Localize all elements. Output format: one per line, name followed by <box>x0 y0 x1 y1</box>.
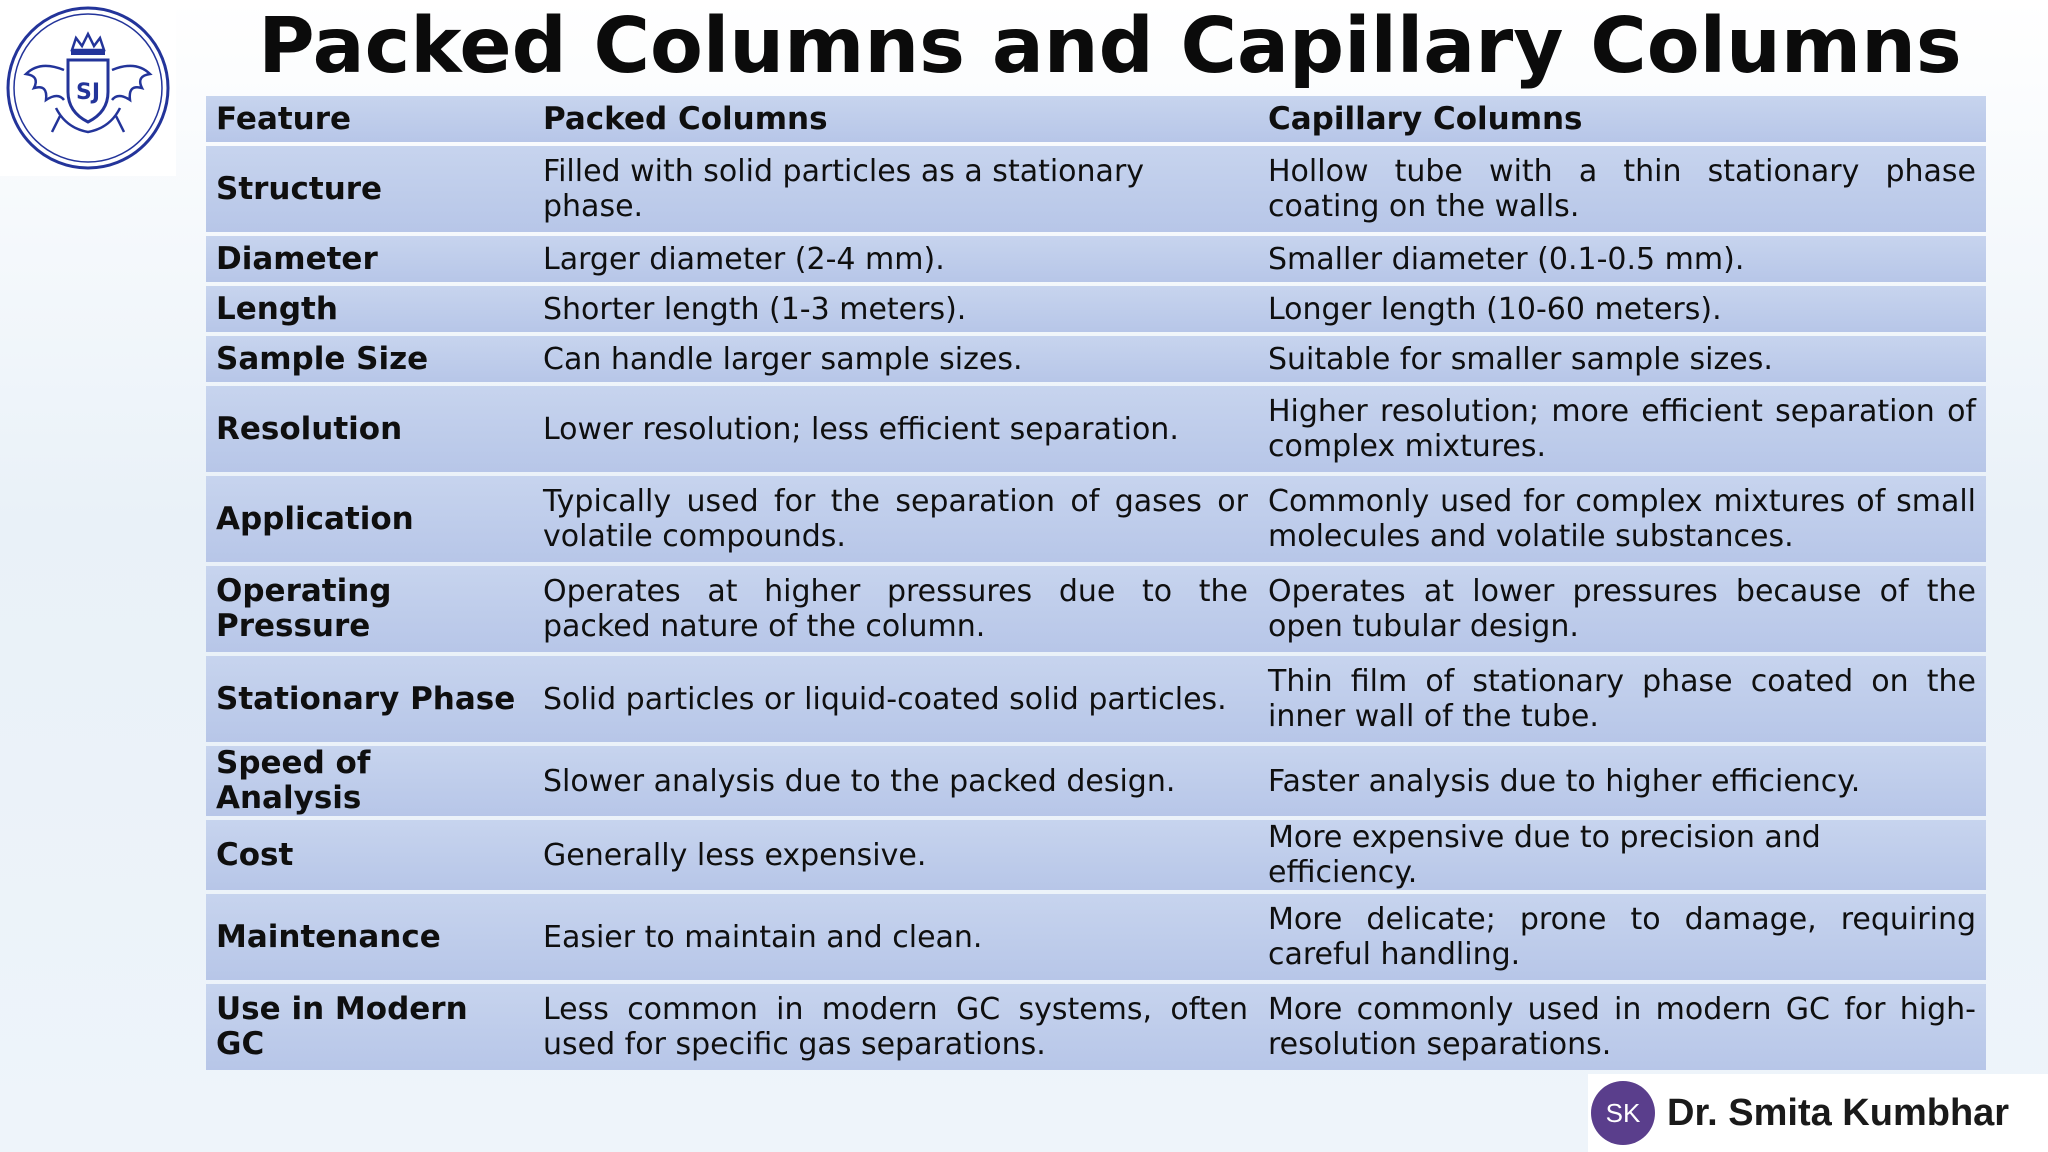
cell-capillary: Higher resolution; more efficient separation of complex mixtures. <box>1258 386 1986 472</box>
table-row <box>206 656 1986 742</box>
cell-feature: Sample Size <box>206 336 533 382</box>
cell-packed: Larger diameter (2-4 mm). <box>533 236 1258 282</box>
table-header-row <box>206 96 1986 142</box>
cell-capillary: Suitable for smaller sample sizes. <box>1258 336 1986 382</box>
page-title: Packed Columns and Capillary Columns <box>258 2 1962 91</box>
cell-capillary: More commonly used in modern GC for high-resolution separations. <box>1258 984 1986 1070</box>
table-row <box>206 336 1986 382</box>
cell-feature: Use in Modern GC <box>206 984 533 1070</box>
cell-packed: Generally less expensive. <box>533 820 1258 890</box>
header-packed: Packed Columns <box>533 96 1258 142</box>
table-row <box>206 746 1986 816</box>
cell-capillary: More expensive due to precision and efficiency. <box>1258 820 1986 890</box>
table-row <box>206 820 1986 890</box>
cell-packed: Less common in modern GC systems, often used for specific gas separations. <box>533 984 1258 1070</box>
cell-capillary: Faster analysis due to higher efficiency. <box>1258 746 1986 816</box>
cell-packed: Slower analysis due to the packed design. <box>533 746 1258 816</box>
cell-feature: Diameter <box>206 236 533 282</box>
cell-feature: Resolution <box>206 386 533 472</box>
cell-packed: Filled with solid particles as a stationary phase. <box>533 146 1258 232</box>
cell-capillary: Thin film of stationary phase coated on the inner wall of the tube. <box>1258 656 1986 742</box>
cell-feature: Length <box>206 286 533 332</box>
cell-feature: Application <box>206 476 533 562</box>
cell-packed: Can handle larger sample sizes. <box>533 336 1258 382</box>
cell-capillary: Commonly used for complex mixtures of small molecules and volatile substances. <box>1258 476 1986 562</box>
svg-text:SJ: SJ <box>75 80 101 105</box>
table-row <box>206 286 1986 332</box>
cell-feature: Speed of Analysis <box>206 746 533 816</box>
author-initials-badge: SK <box>1591 1081 1655 1145</box>
cell-capillary: Longer length (10-60 meters). <box>1258 286 1986 332</box>
table-row <box>206 146 1986 232</box>
table-row <box>206 236 1986 282</box>
header-capillary: Capillary Columns <box>1258 96 1986 142</box>
cell-packed: Easier to maintain and clean. <box>533 894 1258 980</box>
table-row <box>206 476 1986 562</box>
cell-capillary: Smaller diameter (0.1-0.5 mm). <box>1258 236 1986 282</box>
table-row <box>206 894 1986 980</box>
cell-capillary: More delicate; prone to damage, requiring careful handling. <box>1258 894 1986 980</box>
cell-packed: Operates at higher pressures due to the packed nature of the column. <box>533 566 1258 652</box>
table-row <box>206 386 1986 472</box>
cell-capillary: Hollow tube with a thin stationary phase coating on the walls. <box>1258 146 1986 232</box>
author-branding <box>1588 1074 2048 1152</box>
logo <box>0 0 176 176</box>
cell-feature: Maintenance <box>206 894 533 980</box>
cell-packed: Shorter length (1-3 meters). <box>533 286 1258 332</box>
cell-packed: Solid particles or liquid-coated solid particles. <box>533 656 1258 742</box>
cell-feature: Operating Pressure <box>206 566 533 652</box>
table-row <box>206 566 1986 652</box>
cell-feature: Structure <box>206 146 533 232</box>
header-feature: Feature <box>206 96 533 142</box>
cell-capillary: Operates at lower pressures because of the open tubular design. <box>1258 566 1986 652</box>
crest-logo-icon <box>4 4 172 172</box>
comparison-table <box>206 92 1986 1074</box>
cell-packed: Lower resolution; less efficient separation. <box>533 386 1258 472</box>
table-row <box>206 984 1986 1070</box>
cell-packed: Typically used for the separation of gases or volatile compounds. <box>533 476 1258 562</box>
author-name: Dr. Smita Kumbhar <box>1667 1091 2010 1134</box>
cell-feature: Cost <box>206 820 533 890</box>
cell-feature: Stationary Phase <box>206 656 533 742</box>
